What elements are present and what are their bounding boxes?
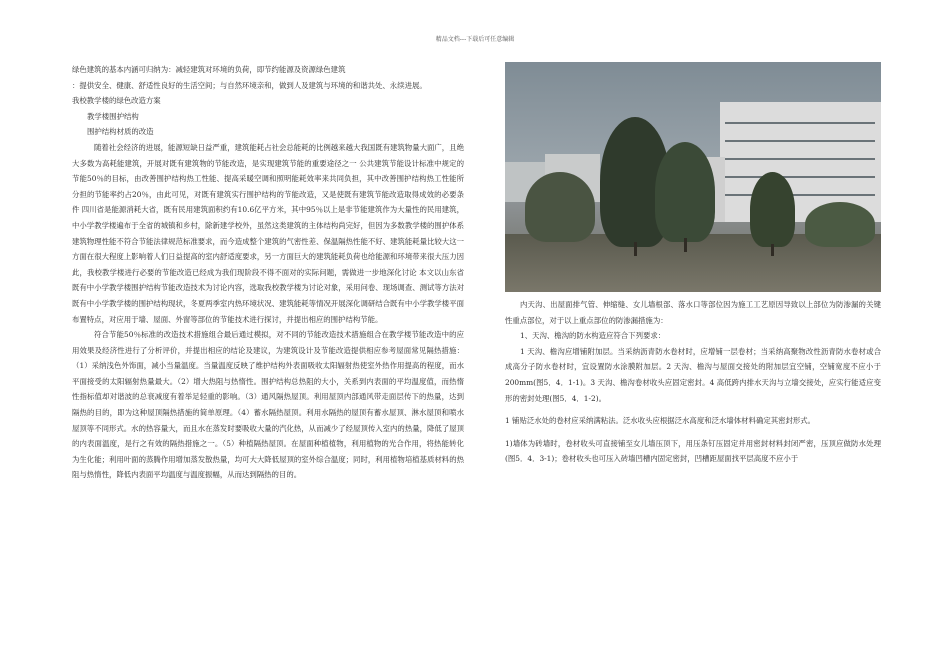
paragraph: 1、天沟、檐沟的防水构造应符合下列要求： [520,331,666,341]
photo-tree [805,202,875,247]
left-column [72,62,464,483]
photo-trunk [684,238,687,252]
paragraph: ：提供安全、健康、舒适性良好的生活空间；与自然环境亲和，做到人及建筑与环境的和谐共处、永续进展。 [72,80,427,90]
photo-windows [725,176,875,178]
paragraph: 1 铺贴泛水处的卷材应采纳满粘法。泛水收头应根据泛水高度和泛水墙体材料确定其密封形式。 [505,416,816,426]
paragraph: 内天沟、出屋面排气管、伸缩缝、女儿墙根部、落水口等部位因为施工工艺原因导致以上部位为防渗漏的关键性重点部位，对于以上重点部位的防渗漏措施为： [505,300,881,325]
paragraph: 1)墙体为砖墙时，卷材收头可直接铺至女儿墙压顶下，用压条钉压固定并用密封材料封闭严密，压顶应做防水处理(图5．4．3-1)；卷材收头也可压入砖墙凹槽内固定密封，凹槽距屋面找平层高度不应小于 [505,438,881,464]
paragraph: 围护结构材质的改造 [87,127,154,137]
paragraph: 绿色建筑的基本内涵可归纳为：减轻建筑对环境的负荷，即节约能源及资源绿色建筑 [72,65,346,74]
paragraph: 符合节能50％标准的改造技术措施组合最后通过模拟，对不同的节能改造技术措施组合在教学楼节能改造中的应用效果及经济性进行了分析评价，并提出相应的结论及建议，为建筑设计及节能改造提供相应参考屋面常见隔热措施：（1）采纳浅色外饰面，减小当量温度。当量温度反映了维护结构外表面吸收太阳辐射热使室外热作用提高的程度，而水平面接受的太阳辐射热量最大。（2）增大热阻与热惰性。围护结构总热阻的大小，关系到内表面的平均温度值，而热惰性指标值却对谐波的总衰减度有着举足轻重的影响。（3）通风隔热屋顶。利用屋顶内部通风带走面层传下的热量，达到隔热的目的，即为这种屋顶隔热措施的简单原理。（4）蓄水隔热屋顶。利用水隔热的屋顶有蓄水屋顶、淋水屋顶和喷水屋顶等不同形式。水的热容量大，而且水在蒸发时要吸收大量的汽化热，从而减少了经屋顶传入室内的热量，降低了屋顶的内表面温度，是行之有效的隔热措施之一。（5）种植隔热屋顶。在屋面种植植物，利用植物的光合作用，将热能转化为生化能；利用叶面的蒸腾作用增加蒸发散热量，均可大大降低屋顶的室外综合温度；同时，利用植物培植基质材料的热阻与热惰性，降低内表面平均温度与温度振幅，从而达到隔热的目的。 [72,330,464,480]
photo-windows [725,122,875,124]
paragraph: 我校教学楼的绿色改造方案 [72,96,161,106]
right-column [505,297,881,467]
photo-trunk [771,244,774,256]
photo-windows [725,194,875,196]
paragraph: 随着社会经济的进展，能源短缺日益严重，建筑能耗占社会总能耗的比例越来越大我国既有建筑物量大面广，且绝大多数为高耗能建筑，开展对既有建筑物的节能改造，是实现建筑节能的重要途径之一 公共建筑节能设计标准中规定的节能50％的目标，由改善围护结构热工性能、提高采暖空调和照明能耗效率来共同负担，其中改善围护结构热工性能所分担的节能率约占20％，由此可见，对既有建筑实行围护结构的节能改造，又是使既有建筑节能改造取得成效的必要条件 四川省是能源消耗大省，既有民用建筑面积约有10.6亿平方米，其中95％以上是非节能建筑作为大量性的民用建筑，中小学教学楼遍布于全省的城镇和乡村，除新建学校外，虽然这类建筑的主体结构尚完好，但因为多数教学楼的围护体系建筑物理性能不符合节能法律规范标准要求，而今造成整个建筑的气密性差、保温隔热性能不好、建筑能耗量比较大这一方面在很大程度上影响着人们日益提高的室内舒适度要求，另一方面巨大的建筑能耗负荷也给能源和环境带来很大压力因此，我校教学楼进行必要的节能改造已经成为我们现阶段不得不面对的实际问题，需做进一步地深化讨论 本文以山东省既有中小学教学楼围护结构节能改造技术为讨论内容，选取我校教学楼为讨论对象，采用问卷、现场调查、测试等方法对既有中小学教学楼的围护结构现状，冬夏两季室内热环境状况、建筑能耗等情况开展深化调研结合既有中小学教学楼平面布置特点，对应用于墙、屋面、外窗等部位的节能技术进行探讨，并提出相应的围护结构节能。 [72,142,464,324]
photo-trunk [634,242,637,256]
campus-photo [505,62,881,292]
paragraph: 教学楼围护结构 [87,111,139,121]
photo-windows [725,158,875,160]
page-header: 精品文档---下载后可任意编辑 [435,36,515,43]
photo-tree [750,172,795,247]
photo-windows [725,140,875,142]
paragraph: 1 天沟、檐沟应增铺附加层。当采纳沥青防水卷材时，应增铺一层卷材；当采纳高聚物改性沥青防水卷材或合成高分子防水卷材时，宜设置防水涂膜附加层。2 天沟、檐沟与屋面交接处的附加层宜空铺，空铺宽度不应小于 200mm(图5．4．1-1)。3 天沟、檐沟卷材收头应固定密封。4 高低跨内排水天沟与立墙交接处，应实行能适应变形的密封处理(图5．4．1-2)。 [505,346,881,403]
photo-tree [525,172,595,242]
photo-tree [655,142,715,242]
